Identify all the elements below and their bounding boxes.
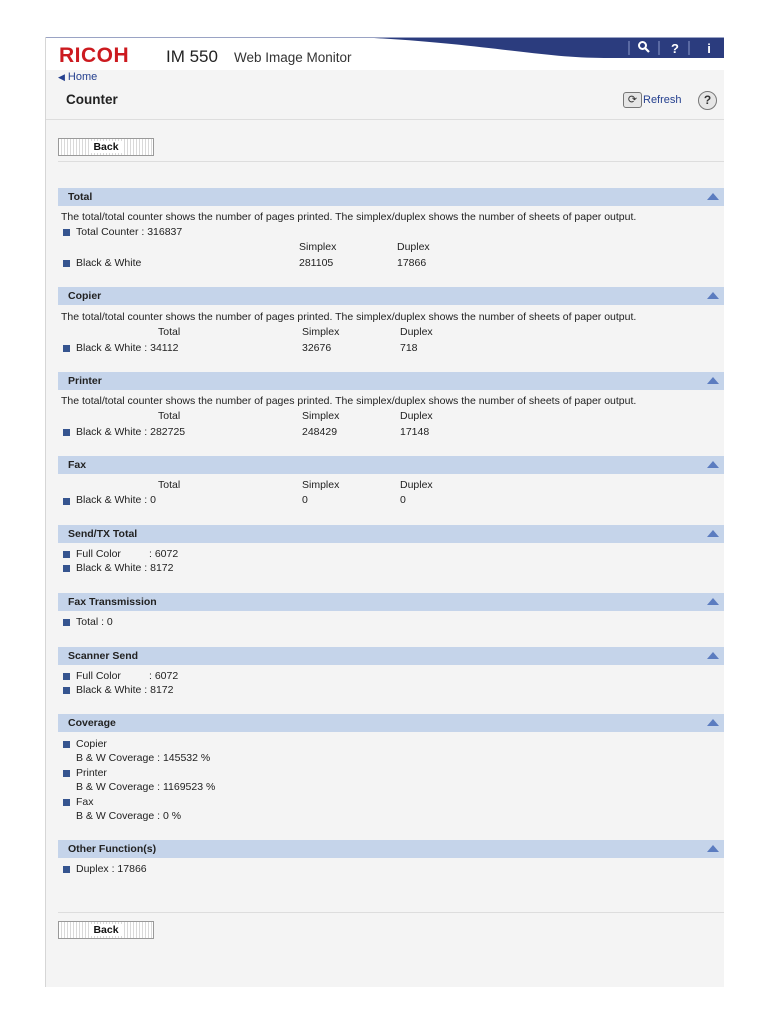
coverage-printer-value: B & W Coverage : 1169523 % [76,781,216,793]
section-printer [58,372,724,442]
bullet-icon [63,687,70,694]
full-color-value: : 6072 [149,670,179,682]
refresh-icon: ⟳ [623,92,642,108]
collapse-icon[interactable] [707,377,719,384]
coverage-copier: Copier [76,738,107,750]
total-value: Total : 0 [76,616,113,628]
collapse-icon[interactable] [707,598,719,605]
section-header[interactable] [58,372,724,390]
info-icon[interactable]: i [707,41,711,56]
section-title: Total [68,191,93,203]
section-header[interactable] [58,593,724,611]
page-frame [45,37,724,987]
section-title: Fax [68,459,87,471]
col-duplex: Duplex [400,326,433,338]
bullet-icon [63,741,70,748]
col-duplex: Duplex [397,241,430,253]
coverage-fax-value: B & W Coverage : 0 % [76,810,182,822]
coverage-printer: Printer [76,767,107,779]
search-icon[interactable] [629,40,659,58]
bullet-icon [63,429,70,436]
bullet-icon [63,498,70,505]
page-help-icon[interactable]: ? [698,91,717,110]
refresh-label: Refresh [643,93,682,106]
collapse-icon[interactable] [707,461,719,468]
row-duplex: 17148 [400,426,430,438]
section-fax-transmission [58,593,724,629]
bullet-icon [63,619,70,626]
section-scanner-send [58,647,724,697]
section-send-tx [58,525,724,575]
back-button-top[interactable] [58,138,154,156]
section-title: Scanner Send [68,650,139,662]
bullet-icon [63,345,70,352]
row-simplex: 248429 [302,426,338,438]
col-total: Total [158,326,181,338]
coverage-fax: Fax [76,796,94,808]
collapse-icon[interactable] [707,719,719,726]
section-header[interactable] [58,456,724,474]
col-simplex: Simplex [302,410,340,422]
section-fax [58,456,724,511]
bullet-icon [63,260,70,267]
bullet-icon [63,551,70,558]
app-name: Web Image Monitor [234,50,352,65]
section-copier [58,287,724,357]
bullet-icon [63,229,70,236]
section-header[interactable] [58,287,724,305]
col-simplex: Simplex [302,479,340,491]
row-simplex: 32676 [302,342,332,354]
back-button-label: Back [89,924,122,936]
bullet-icon [63,565,70,572]
collapse-icon[interactable] [707,845,719,852]
col-total: Total [158,479,181,491]
back-button-label: Back [89,141,122,153]
row-label: Black & White : 34112 [76,342,179,354]
bullet-icon [63,799,70,806]
section-header[interactable] [58,840,724,858]
total-counter: Total Counter : 316837 [76,226,183,238]
section-title: Send/TX Total [68,528,138,540]
row-duplex: 17866 [397,257,427,269]
bw-value: Black & White : 8172 [76,684,174,696]
section-title: Coverage [68,717,116,729]
header-bar [46,37,724,70]
back-arrow-icon: ◀ [58,72,65,82]
full-color-label: Full Color [76,548,121,560]
section-header[interactable] [58,188,724,206]
help-icon[interactable]: ? [671,41,679,56]
row-simplex: 281105 [299,257,334,269]
section-total [58,188,724,283]
section-header[interactable] [58,647,724,665]
col-duplex: Duplex [400,410,433,422]
row-simplex: 0 [302,494,308,506]
section-coverage [58,714,724,824]
section-description: The total/total counter shows the number of pages printed. The simplex/duplex shows the number of sheets of paper output. [61,211,637,223]
coverage-copier-value: B & W Coverage : 145532 % [76,752,211,764]
duplex-value: Duplex : 17866 [76,863,147,875]
divider [58,161,724,162]
section-title: Fax Transmission [68,596,157,608]
col-simplex: Simplex [299,241,337,253]
section-description: The total/total counter shows the number of pages printed. The simplex/duplex shows the number of sheets of paper output. [61,395,637,407]
full-color-value: : 6072 [149,548,179,560]
model-name: IM 550 [166,47,218,66]
breadcrumb[interactable] [58,71,97,83]
collapse-icon[interactable] [707,292,719,299]
full-color-label: Full Color [76,670,121,682]
section-title: Printer [68,375,102,387]
home-link[interactable]: Home [67,71,98,83]
row-duplex: 0 [400,494,406,506]
section-title: Other Function(s) [68,843,157,855]
section-other-functions [58,840,724,880]
col-simplex: Simplex [302,326,340,338]
collapse-icon[interactable] [707,193,719,200]
row-label: Black & White : 0 [76,494,156,506]
row-label: Black & White [76,257,142,269]
brand-logo: RICOH [59,44,130,67]
section-description: The total/total counter shows the number of pages printed. The simplex/duplex shows the number of sheets of paper output. [61,311,637,323]
bullet-icon [63,673,70,680]
bw-value: Black & White : 8172 [76,562,174,574]
section-title: Copier [68,290,102,302]
refresh-button[interactable] [623,92,682,108]
page-title: Counter [66,92,118,107]
collapse-icon[interactable] [707,652,719,659]
section-header[interactable] [58,525,724,543]
divider [58,912,724,913]
row-label: Black & White : 282725 [76,426,186,438]
bullet-icon [63,770,70,777]
title-row [46,85,724,120]
back-button-bottom[interactable] [58,921,154,939]
section-header[interactable] [58,714,724,732]
bullet-icon [63,866,70,873]
collapse-icon[interactable] [707,530,719,537]
col-total: Total [158,410,181,422]
col-duplex: Duplex [400,479,433,491]
row-duplex: 718 [400,342,418,354]
